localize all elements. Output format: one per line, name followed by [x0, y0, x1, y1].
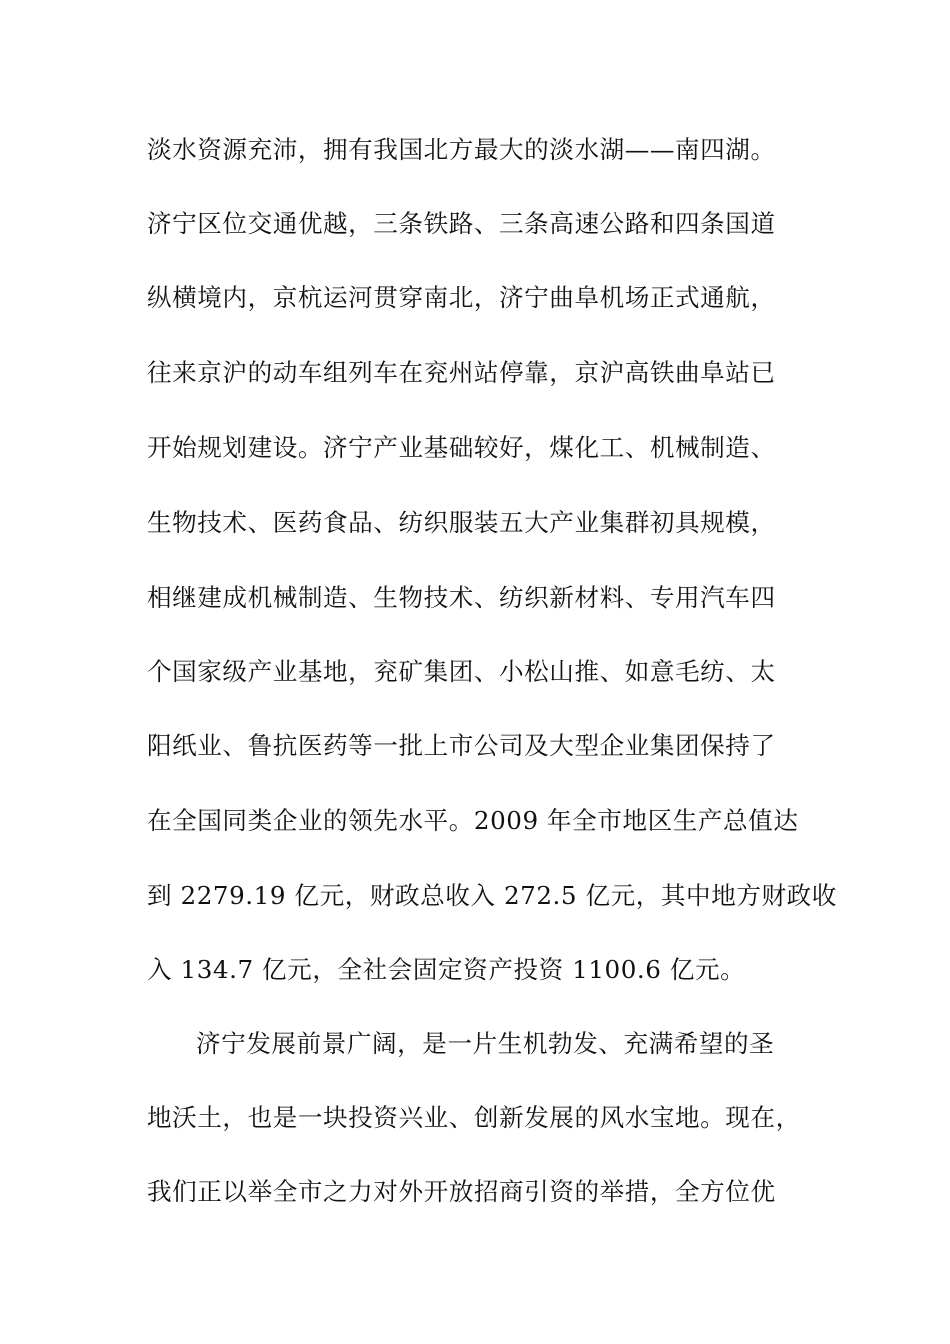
text-line-10: 在全国同类企业的领先水平。2009 年全市地区生产总值达	[147, 806, 799, 835]
text-line-11: 到 2279.19 亿元，财政总收入 272.5 亿元，其中地方财政收	[147, 881, 837, 910]
text-line-15: 我们正以举全市之力对外开放招商引资的举措，全方位优	[147, 1177, 776, 1206]
text-line-4: 往来京沪的动车组列车在兖州站停靠，京沪高铁曲阜站已	[147, 358, 776, 387]
text-line-3: 纵横境内，京杭运河贯穿南北，济宁曲阜机场正式通航，	[147, 283, 776, 312]
paragraph-start-line: 济宁发展前景广阔，是一片生机勃发、充满希望的圣	[196, 1029, 775, 1058]
text-line-6: 生物技术、医药食品、纺织服装五大产业集群初具规模，	[147, 508, 776, 537]
text-line-2: 济宁区位交通优越，三条铁路、三条高速公路和四条国道	[147, 209, 776, 238]
text-line-5: 开始规划建设。济宁产业基础较好，煤化工、机械制造、	[147, 433, 776, 462]
text-line-7: 相继建成机械制造、生物技术、纺织新材料、专用汽车四	[147, 583, 776, 612]
text-line-14: 地沃土，也是一块投资兴业、创新发展的风水宝地。现在，	[147, 1103, 801, 1132]
text-line-8: 个国家级产业基地，兖矿集团、小松山推、如意毛纺、太	[147, 657, 776, 686]
text-line-1: 淡水资源充沛，拥有我国北方最大的淡水湖——南四湖。	[147, 135, 776, 164]
text-line-9: 阳纸业、鲁抗医药等一批上市公司及大型企业集团保持了	[147, 731, 776, 760]
text-line-12: 入 134.7 亿元，全社会固定资产投资 1100.6 亿元。	[147, 955, 746, 984]
